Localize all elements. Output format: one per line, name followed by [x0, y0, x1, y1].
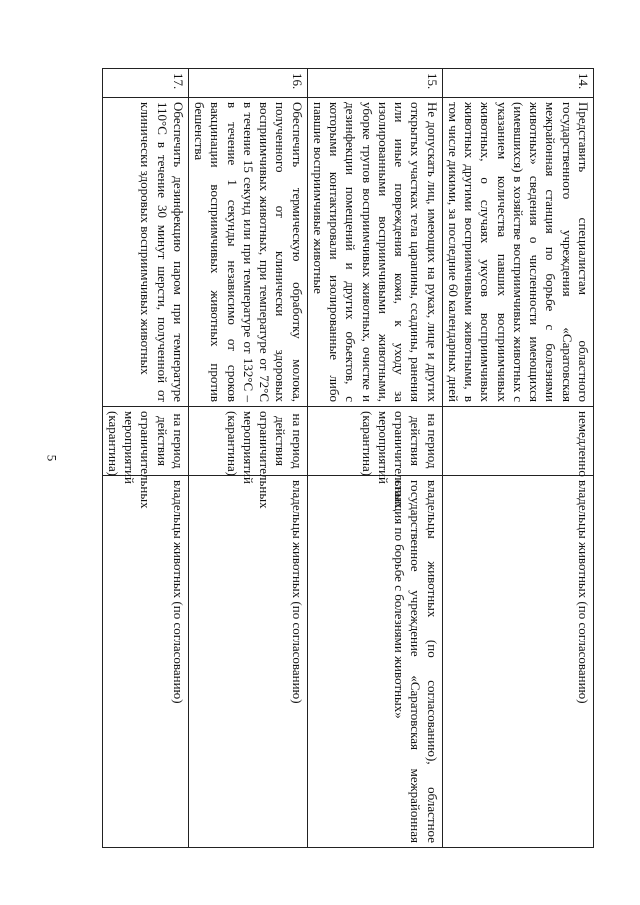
page-number: 5 — [44, 454, 60, 462]
row-action: Представить специалистам областного государственного учреждения «Саратовская межрайонная станция по борьбе с болезнями животных» сведения о численности имеющихся (имевшихся) в хозяйстве восприимчивых животных с указанием количества павших восприимчивых животных, о случаях укусов восприимчивых животных другими восприимчивыми животными, в том числе дикими, за последние 60 календарных дней — [442, 98, 593, 407]
row-action: Обеспечить дезинфекцию паром при температуре 110°С в течение 30 минут шерсти, полученной от клинически здоровых восприимчивых животных — [102, 98, 188, 407]
table-row — [442, 69, 593, 848]
row-responsible: владельцы животных (по согласованию) — [102, 476, 188, 848]
table-row — [189, 69, 308, 848]
row-responsible: владельцы животных (по согласованию) — [442, 476, 593, 848]
row-number: 16. — [189, 69, 308, 98]
row-action: Не допускать лиц, имеющих на руках, лице и других открытых участках тела царапины, ссадины, ранения или иные повреждения кожи, к уходу за изолированными восприимчивыми животными, уборке трупов восприимчивых животных, очистке и дезинфекции помещений и других объектов, с которыми контактировали изолированные либо павшие восприимчивые животные — [307, 98, 442, 407]
row-term: немедленно — [442, 407, 593, 476]
row-term: на период действия ограничительных мероприятий (карантина) — [307, 407, 442, 476]
row-number: 15. — [307, 69, 442, 98]
table-row — [102, 69, 188, 848]
row-action: Обеспечить термическую обработку молока, полученного от клинически здоровых восприимчивых животных, при температуре от 72°С в течение 15 секунд или при температуре от 132°С – в течение 1 секунды независимо от сроков вакцинации восприимчивых животных против бешенства — [189, 98, 308, 407]
row-term: на период действия ограничительных мероприятий (карантина) — [189, 407, 308, 476]
row-number: 17. — [102, 69, 188, 98]
row-responsible: владельцы животных (по согласованию) — [189, 476, 308, 848]
row-number: 14. — [442, 69, 593, 98]
table-row — [307, 69, 442, 848]
rotated-table-page — [84, 68, 594, 848]
row-term: на период действия ограничительных мероприятий (карантина) — [102, 407, 188, 476]
measures-table — [102, 68, 594, 848]
row-responsible: владельцы животных (по согласованию), областное государственное учреждение «Саратовская межрайонная станция по борьбе с болезнями животных» — [307, 476, 442, 848]
